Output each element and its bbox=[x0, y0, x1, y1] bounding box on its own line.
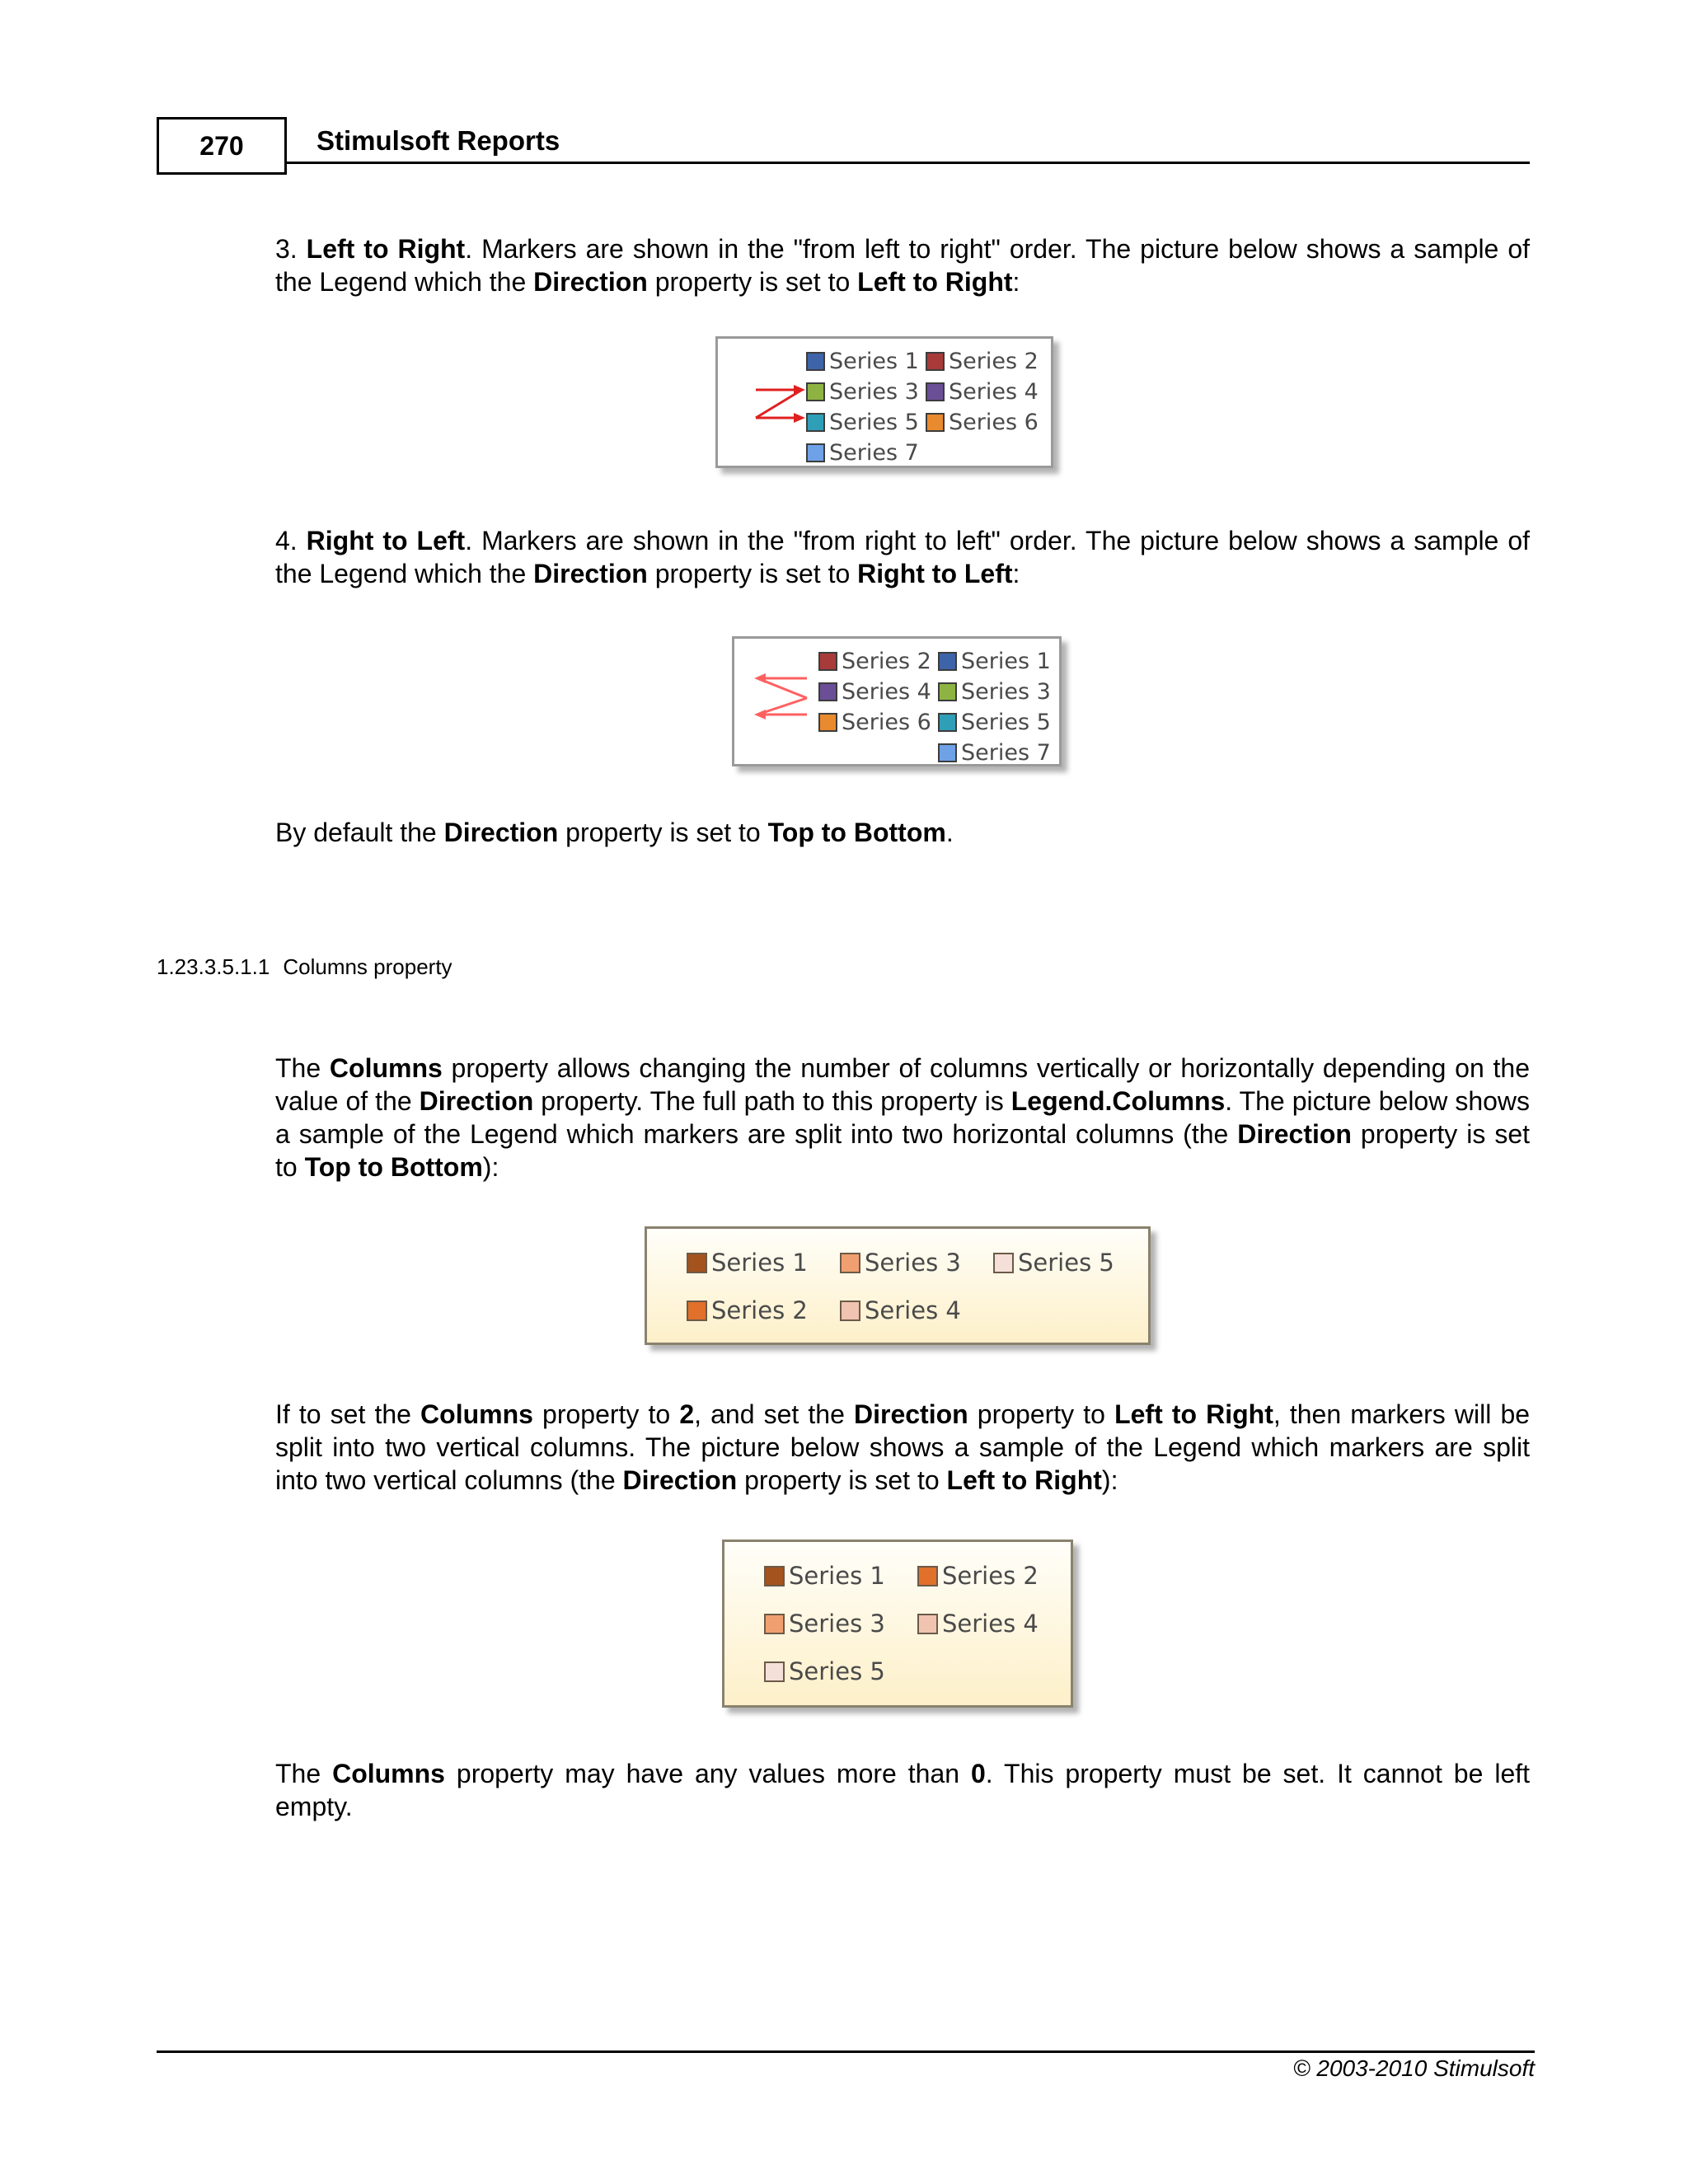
legend-item: Series 1 bbox=[764, 1562, 885, 1590]
header-rule bbox=[287, 162, 1530, 164]
paragraph-right-to-left: 4. Right to Left. Markers are shown in the "from right to left" order. The picture below shows a sample of the Legend which the Direction property is set to Right to Left: bbox=[275, 526, 1530, 588]
direction-arrows-icon bbox=[749, 672, 815, 721]
legend-swatch bbox=[917, 1566, 938, 1586]
paragraph-default-direction: By default the Direction property is set to Top to Bottom. bbox=[275, 818, 954, 847]
legend-swatch bbox=[687, 1253, 707, 1273]
legend-item: Series 2 bbox=[926, 349, 1039, 374]
legend-item: Series 4 bbox=[926, 379, 1039, 405]
legend-swatch bbox=[926, 352, 945, 371]
legend-item: Series 5 bbox=[993, 1249, 1114, 1277]
paragraph-columns-values: The Columns property may have any values more than 0. This property must be set. It cannot be left empty. bbox=[275, 1759, 1531, 1821]
section-number: 1.23.3.5.1.1 bbox=[157, 954, 270, 979]
legend-item: Series 2 bbox=[687, 1296, 808, 1324]
legend-item: Series 3 bbox=[938, 679, 1051, 705]
legend-swatch bbox=[938, 743, 957, 762]
section-heading bbox=[157, 954, 452, 980]
legend-swatch bbox=[818, 713, 837, 732]
header-title: Stimulsoft Reports bbox=[316, 125, 560, 156]
legend-item: Series 7 bbox=[806, 440, 919, 466]
page-number: 270 bbox=[157, 117, 287, 175]
paragraph-columns-property: The Columns property allows changing the number of columns vertically or horizontally depending on the value of the Direction property. The full path to this property is Legend.Columns. The picture below shows a sample of the Legend which markers are split into two horizontal columns (the Direction property is set to Top to Bottom): bbox=[275, 1053, 1531, 1182]
legend-item: Series 5 bbox=[764, 1657, 885, 1685]
legend-swatch bbox=[806, 382, 825, 401]
paragraph-left-to-right: 3. Left to Right. Markers are shown in the "from left to right" order. The picture below shows a sample of the Legend which the Direction property is set to Left to Right: bbox=[275, 234, 1530, 297]
legend-swatch bbox=[938, 713, 957, 732]
legend-swatch bbox=[806, 352, 825, 371]
legend-swatch bbox=[938, 682, 957, 701]
legend-swatch bbox=[917, 1614, 938, 1634]
legend-right-to-left bbox=[732, 636, 1062, 766]
footer-rule bbox=[157, 2050, 1535, 2053]
legend-item: Series 6 bbox=[818, 710, 931, 735]
legend-item: Series 2 bbox=[917, 1562, 1039, 1590]
section-title: Columns property bbox=[283, 954, 452, 979]
legend-item: Series 4 bbox=[840, 1296, 961, 1324]
legend-swatch bbox=[764, 1614, 785, 1634]
legend-item: Series 5 bbox=[938, 710, 1051, 735]
legend-item: Series 3 bbox=[840, 1249, 961, 1277]
legend-swatch bbox=[840, 1301, 860, 1321]
legend-swatch bbox=[806, 413, 825, 432]
legend-swatch bbox=[926, 382, 945, 401]
legend-item: Series 4 bbox=[818, 679, 931, 705]
legend-item: Series 7 bbox=[938, 740, 1051, 766]
legend-item: Series 1 bbox=[938, 649, 1051, 674]
legend-swatch bbox=[840, 1253, 860, 1273]
legend-item: Series 5 bbox=[806, 410, 919, 435]
legend-swatch bbox=[764, 1566, 785, 1586]
legend-item: Series 1 bbox=[806, 349, 919, 374]
legend-item: Series 2 bbox=[818, 649, 931, 674]
footer-copyright: © 2003-2010 Stimulsoft bbox=[1292, 2055, 1535, 2081]
legend-swatch bbox=[993, 1253, 1014, 1273]
legend-item: Series 3 bbox=[764, 1610, 885, 1638]
legend-swatch bbox=[818, 652, 837, 671]
legend-item: Series 6 bbox=[926, 410, 1039, 435]
paragraph-two-columns: If to set the Columns property to 2, and set the Direction property to Left to Right, then markers will be split into two vertical columns. The picture below shows a sample of the Legend which markers are split into two vertical columns (the Direction property is set to Left to Right): bbox=[275, 1399, 1531, 1495]
legend-swatch bbox=[818, 682, 837, 701]
legend-swatch bbox=[764, 1661, 785, 1682]
legend-columns-horizontal bbox=[645, 1226, 1151, 1345]
legend-swatch bbox=[687, 1301, 707, 1321]
legend-swatch bbox=[806, 443, 825, 462]
direction-arrows-icon bbox=[751, 385, 809, 426]
legend-swatch bbox=[926, 413, 945, 432]
legend-item: Series 1 bbox=[687, 1249, 808, 1277]
legend-item: Series 4 bbox=[917, 1610, 1039, 1638]
legend-item: Series 3 bbox=[806, 379, 919, 405]
legend-left-to-right bbox=[715, 336, 1053, 468]
legend-columns-vertical bbox=[722, 1540, 1073, 1708]
legend-swatch bbox=[938, 652, 957, 671]
